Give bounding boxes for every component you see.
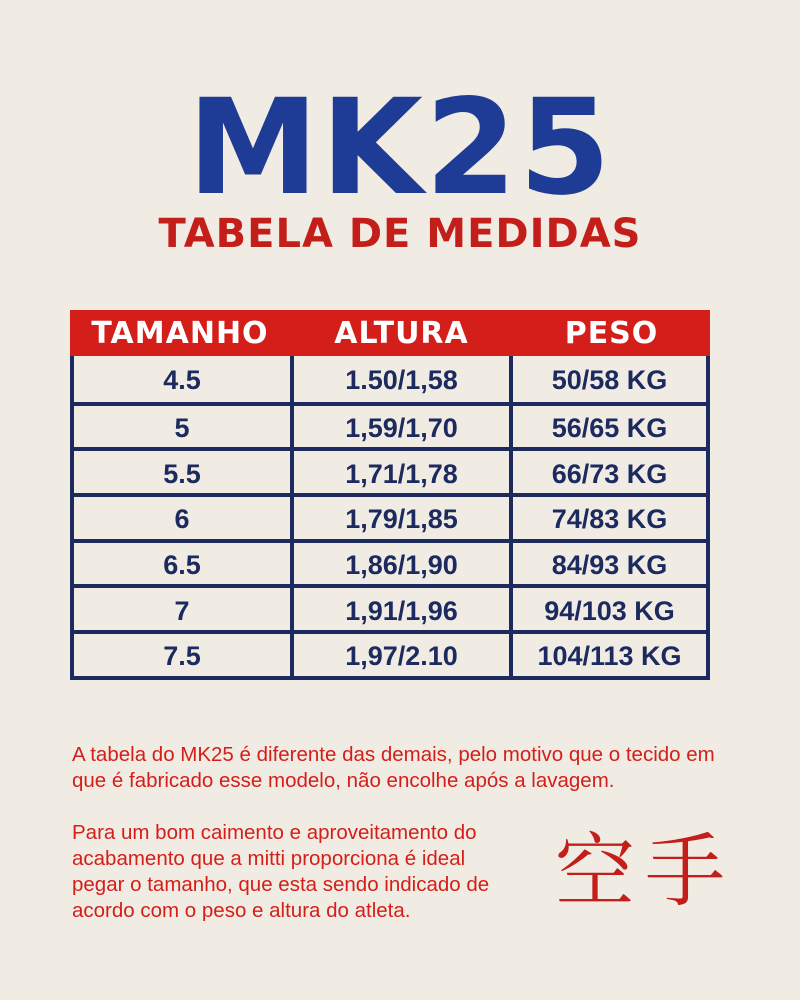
cell-height: 1,97/2.10 [290, 634, 513, 676]
table-row [74, 447, 706, 493]
cell-height: 1,91/1,96 [290, 588, 513, 630]
cell-size: 7.5 [163, 641, 201, 672]
cell-height: 1.50/1,58 [290, 356, 513, 402]
table-row [74, 493, 706, 539]
cell-weight: 56/65 KG [551, 413, 668, 444]
size-table [70, 310, 710, 680]
cell-weight: 66/73 KG [551, 458, 668, 489]
cell-weight: 94/103 KG [544, 595, 675, 626]
cell-size: 6.5 [163, 550, 201, 581]
page-subtitle: TABELA DE MEDIDAS [158, 211, 642, 257]
table-row [74, 356, 706, 402]
cell-height: 1,71/1,78 [290, 451, 513, 493]
cell-size: 7 [174, 595, 190, 626]
table-body [74, 356, 706, 676]
column-header-peso: PESO [564, 315, 659, 351]
table-row [74, 539, 706, 585]
karate-kanji: 空手 [555, 825, 735, 918]
product-title: MK25 [187, 71, 613, 225]
table-row [74, 402, 706, 448]
table-row [74, 630, 706, 676]
fit-note: Para um bom caimento e aproveitamento do acabamento que a mitti proporciona é ideal pegar o tamanho, que esta sendo indicado de acordo com o peso e altura do atleta. [72, 821, 490, 922]
table-header [70, 310, 710, 356]
cell-size: 5 [174, 413, 190, 444]
column-header-tamanho: TAMANHO [91, 315, 269, 351]
cell-size: 5.5 [163, 458, 201, 489]
cell-weight: 50/58 KG [551, 365, 668, 396]
cell-height: 1,86/1,90 [290, 543, 513, 585]
cell-weight: 84/93 KG [551, 550, 668, 581]
fabric-note: A tabela do MK25 é diferente das demais, pelo motivo que o tecido em que é fabricado esse modelo, não encolhe após a lavagem. [72, 743, 715, 792]
cell-size: 6 [174, 504, 190, 535]
cell-weight: 74/83 KG [551, 504, 668, 535]
cell-weight: 104/113 KG [537, 641, 682, 672]
cell-height: 1,79/1,85 [290, 497, 513, 539]
column-header-altura: ALTURA [334, 315, 469, 351]
cell-size: 4.5 [163, 365, 201, 396]
table-row [74, 584, 706, 630]
cell-height: 1,59/1,70 [290, 406, 513, 448]
